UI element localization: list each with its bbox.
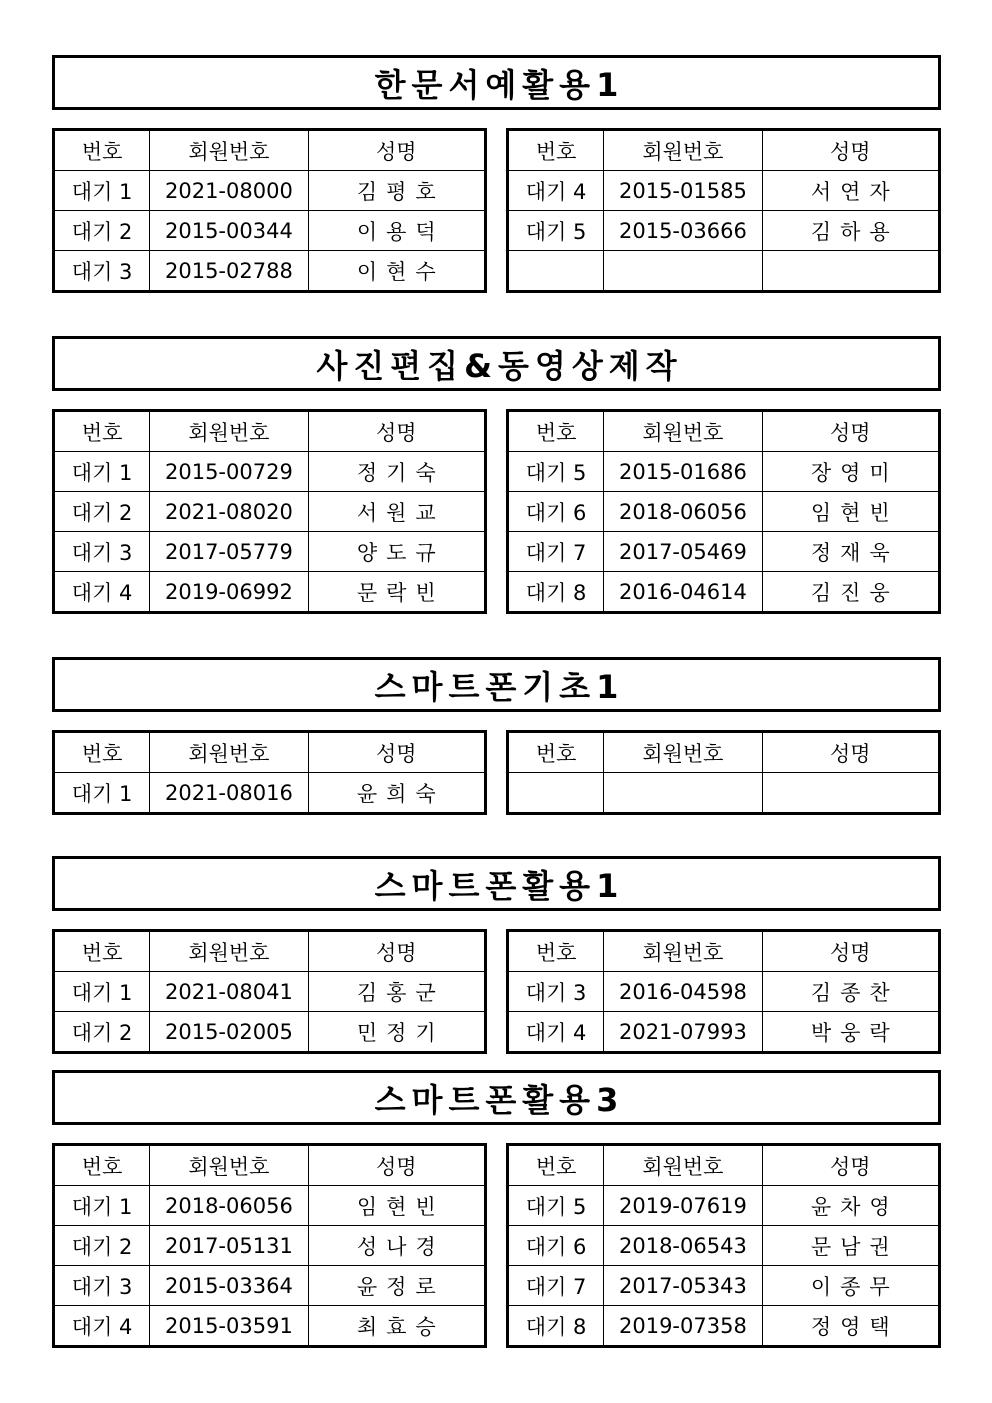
table-row bbox=[508, 251, 940, 292]
waitlist-table-left bbox=[52, 929, 487, 1054]
cell-name: 장영미 bbox=[762, 452, 939, 492]
cell-name: 임현빈 bbox=[308, 1186, 485, 1226]
table-row bbox=[54, 1012, 486, 1053]
cell-member-id: 2017-05779 bbox=[150, 532, 308, 572]
cell-no: 대기 2 bbox=[54, 1226, 150, 1266]
header-member-id: 회원번호 bbox=[604, 1145, 762, 1186]
header-member-id: 회원번호 bbox=[604, 411, 762, 452]
table-row bbox=[508, 492, 940, 532]
cell-no: 대기 1 bbox=[54, 1186, 150, 1226]
header-no: 번호 bbox=[508, 411, 604, 452]
cell-name: 정기숙 bbox=[308, 452, 485, 492]
table-row bbox=[508, 452, 940, 492]
header-name: 성명 bbox=[308, 732, 485, 773]
cell-member-id: 2018-06056 bbox=[150, 1186, 308, 1226]
header-name: 성명 bbox=[308, 1145, 485, 1186]
cell-no: 대기 6 bbox=[508, 1226, 604, 1266]
table-header-row bbox=[508, 130, 940, 171]
cell-member-id: 2015-00729 bbox=[150, 452, 308, 492]
cell-no: 대기 1 bbox=[54, 171, 150, 211]
header-member-id: 회원번호 bbox=[604, 732, 762, 773]
table-row bbox=[508, 773, 940, 814]
cell-member-id: 2015-03666 bbox=[604, 211, 762, 251]
header-no: 번호 bbox=[508, 732, 604, 773]
cell-no: 대기 8 bbox=[508, 572, 604, 613]
cell-member-id bbox=[604, 251, 762, 292]
table-row bbox=[508, 211, 940, 251]
header-no: 번호 bbox=[54, 732, 150, 773]
cell-name: 문남권 bbox=[762, 1226, 939, 1266]
cell-member-id: 2015-02788 bbox=[150, 251, 308, 292]
cell-no: 대기 3 bbox=[54, 251, 150, 292]
table-header-row bbox=[54, 931, 486, 972]
table-row bbox=[54, 211, 486, 251]
cell-member-id: 2015-03364 bbox=[150, 1266, 308, 1306]
cell-name: 이용덕 bbox=[308, 211, 485, 251]
cell-no: 대기 7 bbox=[508, 1266, 604, 1306]
cell-no bbox=[508, 251, 604, 292]
cell-member-id bbox=[604, 773, 762, 814]
table-row bbox=[54, 972, 486, 1012]
cell-name: 김하용 bbox=[762, 211, 939, 251]
cell-member-id: 2019-07619 bbox=[604, 1186, 762, 1226]
cell-member-id: 2016-04598 bbox=[604, 972, 762, 1012]
cell-name: 최효승 bbox=[308, 1306, 485, 1347]
header-name: 성명 bbox=[308, 130, 485, 171]
cell-no: 대기 5 bbox=[508, 452, 604, 492]
cell-member-id: 2015-01686 bbox=[604, 452, 762, 492]
cell-name: 이종무 bbox=[762, 1266, 939, 1306]
waitlist-table-left bbox=[52, 128, 487, 293]
cell-no: 대기 4 bbox=[54, 572, 150, 613]
cell-name: 윤희숙 bbox=[308, 773, 485, 814]
cell-no: 대기 1 bbox=[54, 972, 150, 1012]
cell-no: 대기 4 bbox=[508, 1012, 604, 1053]
table-row bbox=[508, 1226, 940, 1266]
table-row bbox=[54, 1186, 486, 1226]
cell-member-id: 2018-06543 bbox=[604, 1226, 762, 1266]
table-row bbox=[508, 1266, 940, 1306]
header-name: 성명 bbox=[762, 130, 939, 171]
cell-member-id: 2015-00344 bbox=[150, 211, 308, 251]
cell-name: 윤차영 bbox=[762, 1186, 939, 1226]
cell-no: 대기 4 bbox=[508, 171, 604, 211]
cell-name: 서연자 bbox=[762, 171, 939, 211]
header-name: 성명 bbox=[762, 732, 939, 773]
cell-no: 대기 3 bbox=[54, 1266, 150, 1306]
table-row bbox=[54, 452, 486, 492]
waitlist-table-right bbox=[506, 128, 941, 293]
cell-member-id: 2019-06992 bbox=[150, 572, 308, 613]
table-row bbox=[508, 171, 940, 211]
table-header-row bbox=[54, 130, 486, 171]
header-name: 성명 bbox=[762, 411, 939, 452]
cell-member-id: 2017-05343 bbox=[604, 1266, 762, 1306]
cell-member-id: 2015-01585 bbox=[604, 171, 762, 211]
header-no: 번호 bbox=[54, 130, 150, 171]
section-title: 사진편집&동영상제작 bbox=[316, 346, 683, 385]
waitlist-table-right bbox=[506, 730, 941, 815]
waitlist-table-left bbox=[52, 409, 487, 614]
section-title: 한문서예활용1 bbox=[374, 65, 625, 104]
header-no: 번호 bbox=[54, 411, 150, 452]
section-title-box bbox=[52, 55, 941, 110]
header-name: 성명 bbox=[308, 931, 485, 972]
table-row bbox=[508, 1186, 940, 1226]
table-header-row bbox=[54, 1145, 486, 1186]
table-row bbox=[508, 1012, 940, 1053]
cell-name: 박웅락 bbox=[762, 1012, 939, 1053]
table-row bbox=[54, 251, 486, 292]
cell-name: 이현수 bbox=[308, 251, 485, 292]
table-row bbox=[508, 1306, 940, 1347]
section-title-box bbox=[52, 657, 941, 712]
cell-member-id: 2021-07993 bbox=[604, 1012, 762, 1053]
waitlist-table-right bbox=[506, 1143, 941, 1348]
table-header-row bbox=[508, 732, 940, 773]
header-no: 번호 bbox=[54, 931, 150, 972]
section-title: 스마트폰활용1 bbox=[374, 866, 625, 905]
table-header-row bbox=[508, 1145, 940, 1186]
cell-name: 정재욱 bbox=[762, 532, 939, 572]
cell-member-id: 2019-07358 bbox=[604, 1306, 762, 1347]
cell-name bbox=[762, 251, 939, 292]
section-title: 스마트폰기초1 bbox=[374, 667, 625, 706]
cell-no: 대기 2 bbox=[54, 211, 150, 251]
cell-member-id: 2015-03591 bbox=[150, 1306, 308, 1347]
table-row bbox=[54, 492, 486, 532]
cell-name: 김진웅 bbox=[762, 572, 939, 613]
cell-name: 김종찬 bbox=[762, 972, 939, 1012]
header-member-id: 회원번호 bbox=[604, 931, 762, 972]
waitlist-table-left bbox=[52, 1143, 487, 1348]
table-row bbox=[508, 972, 940, 1012]
table-header-row bbox=[54, 411, 486, 452]
header-member-id: 회원번호 bbox=[150, 130, 308, 171]
table-row bbox=[54, 773, 486, 814]
cell-no: 대기 5 bbox=[508, 211, 604, 251]
cell-name bbox=[762, 773, 939, 814]
cell-member-id: 2018-06056 bbox=[604, 492, 762, 532]
cell-name: 정영택 bbox=[762, 1306, 939, 1347]
section-title-box bbox=[52, 336, 941, 391]
table-header-row bbox=[508, 931, 940, 972]
header-no: 번호 bbox=[508, 130, 604, 171]
header-name: 성명 bbox=[762, 931, 939, 972]
cell-name: 서원교 bbox=[308, 492, 485, 532]
cell-member-id: 2017-05131 bbox=[150, 1226, 308, 1266]
header-no: 번호 bbox=[54, 1145, 150, 1186]
cell-name: 양도규 bbox=[308, 532, 485, 572]
table-row bbox=[54, 1306, 486, 1347]
cell-no: 대기 6 bbox=[508, 492, 604, 532]
cell-no: 대기 2 bbox=[54, 1012, 150, 1053]
header-member-id: 회원번호 bbox=[604, 130, 762, 171]
cell-no: 대기 1 bbox=[54, 773, 150, 814]
cell-member-id: 2021-08020 bbox=[150, 492, 308, 532]
waitlist-table-right bbox=[506, 409, 941, 614]
table-row bbox=[54, 1266, 486, 1306]
cell-name: 성나경 bbox=[308, 1226, 485, 1266]
cell-no: 대기 7 bbox=[508, 532, 604, 572]
cell-name: 김평호 bbox=[308, 171, 485, 211]
cell-no bbox=[508, 773, 604, 814]
cell-no: 대기 1 bbox=[54, 452, 150, 492]
cell-member-id: 2016-04614 bbox=[604, 572, 762, 613]
cell-name: 임현빈 bbox=[762, 492, 939, 532]
table-row bbox=[54, 171, 486, 211]
cell-no: 대기 2 bbox=[54, 492, 150, 532]
section-title: 스마트폰활용3 bbox=[374, 1080, 625, 1119]
header-name: 성명 bbox=[308, 411, 485, 452]
cell-member-id: 2017-05469 bbox=[604, 532, 762, 572]
header-member-id: 회원번호 bbox=[150, 411, 308, 452]
header-member-id: 회원번호 bbox=[150, 1145, 308, 1186]
table-row bbox=[508, 532, 940, 572]
section-title-box bbox=[52, 856, 941, 911]
table-row bbox=[54, 572, 486, 613]
header-member-id: 회원번호 bbox=[150, 732, 308, 773]
cell-no: 대기 4 bbox=[54, 1306, 150, 1347]
header-no: 번호 bbox=[508, 931, 604, 972]
cell-name: 김홍군 bbox=[308, 972, 485, 1012]
cell-name: 민정기 bbox=[308, 1012, 485, 1053]
cell-no: 대기 3 bbox=[508, 972, 604, 1012]
cell-no: 대기 3 bbox=[54, 532, 150, 572]
cell-member-id: 2021-08041 bbox=[150, 972, 308, 1012]
header-name: 성명 bbox=[762, 1145, 939, 1186]
section-title-box bbox=[52, 1070, 941, 1125]
table-header-row bbox=[508, 411, 940, 452]
table-row bbox=[508, 572, 940, 613]
header-no: 번호 bbox=[508, 1145, 604, 1186]
cell-member-id: 2015-02005 bbox=[150, 1012, 308, 1053]
cell-no: 대기 8 bbox=[508, 1306, 604, 1347]
cell-member-id: 2021-08000 bbox=[150, 171, 308, 211]
cell-member-id: 2021-08016 bbox=[150, 773, 308, 814]
waitlist-table-left bbox=[52, 730, 487, 815]
table-header-row bbox=[54, 732, 486, 773]
cell-no: 대기 5 bbox=[508, 1186, 604, 1226]
header-member-id: 회원번호 bbox=[150, 931, 308, 972]
cell-name: 문락빈 bbox=[308, 572, 485, 613]
table-row bbox=[54, 532, 486, 572]
table-row bbox=[54, 1226, 486, 1266]
waitlist-table-right bbox=[506, 929, 941, 1054]
cell-name: 윤정로 bbox=[308, 1266, 485, 1306]
